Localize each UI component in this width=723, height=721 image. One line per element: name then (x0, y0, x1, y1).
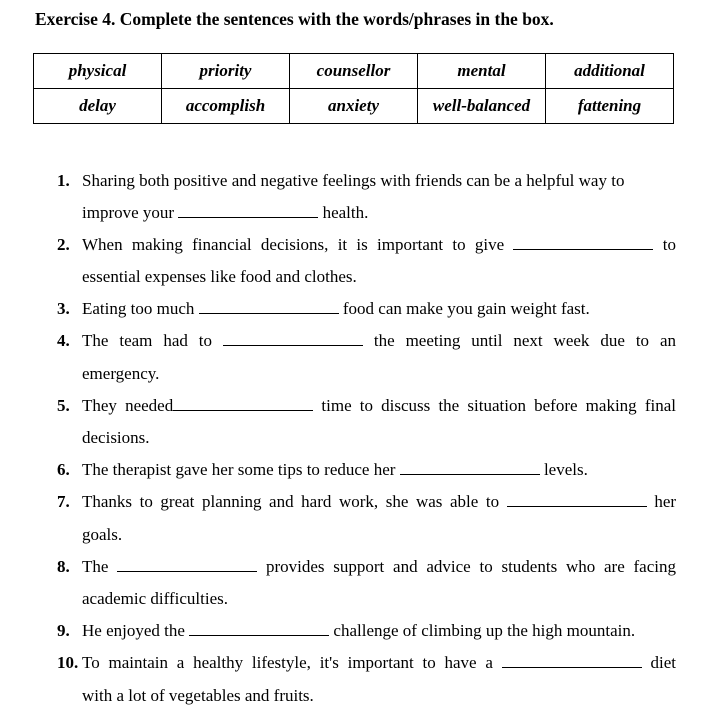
word-cell: fattening (546, 89, 674, 124)
word-cell: anxiety (290, 89, 418, 124)
question-text: academic difficulties. (82, 589, 229, 608)
question-text: Eating too much food can make you gain weight fast. (82, 293, 590, 325)
answer-blank[interactable] (117, 551, 257, 572)
question-text: emergency. (82, 364, 160, 383)
word-cell: physical (34, 54, 162, 89)
word-cell: delay (34, 89, 162, 124)
question-number: 10. (57, 653, 79, 672)
question-text: The team had to the meeting until next week due to an (82, 325, 676, 357)
question-text: Thanks to great planning and hard work, she was able to her (82, 486, 676, 518)
word-cell: well-balanced (418, 89, 546, 124)
question-text: They needed time to discuss the situation before making final (82, 390, 676, 422)
word-box-row (34, 89, 674, 124)
question-text: Sharing both positive and negative feelings with friends can be a helpful way to (82, 171, 625, 190)
question-text: improve your health. (82, 197, 368, 229)
word-box-row (34, 54, 674, 89)
answer-blank[interactable] (400, 454, 540, 475)
question-text: with a lot of vegetables and fruits. (82, 686, 314, 705)
answer-blank[interactable] (513, 229, 653, 250)
word-cell: additional (546, 54, 674, 89)
question-number: 1. (57, 171, 70, 190)
question-text: essential expenses like food and clothes. (82, 267, 357, 286)
question-number: 5. (57, 396, 70, 415)
question-text: goals. (82, 525, 123, 544)
question-number: 4. (57, 331, 70, 350)
question-text: decisions. (82, 428, 150, 447)
exercise-title: Exercise 4. Complete the sentences with the words/phrases in the box. (35, 9, 554, 29)
question-number: 2. (57, 235, 70, 254)
answer-blank[interactable] (173, 390, 313, 411)
question-number: 8. (57, 557, 70, 576)
word-cell: accomplish (162, 89, 290, 124)
word-cell: counsellor (290, 54, 418, 89)
answer-blank[interactable] (199, 293, 339, 314)
word-cell: mental (418, 54, 546, 89)
question-text: The provides support and advice to students who are facing (82, 551, 676, 583)
question-number: 7. (57, 492, 70, 511)
question-text: The therapist gave her some tips to reduce her levels. (82, 454, 588, 486)
question-text: He enjoyed the challenge of climbing up the high mountain. (82, 615, 635, 647)
answer-blank[interactable] (178, 197, 318, 218)
question-text: When making financial decisions, it is important to give to (82, 229, 676, 261)
question-text: To maintain a healthy lifestyle, it's important to have a diet (82, 647, 676, 679)
question-number: 6. (57, 460, 70, 479)
answer-blank[interactable] (507, 486, 647, 507)
answer-blank[interactable] (502, 647, 642, 668)
word-cell: priority (162, 54, 290, 89)
word-box (33, 53, 674, 124)
question-number: 3. (57, 299, 70, 318)
answer-blank[interactable] (223, 325, 363, 346)
question-number: 9. (57, 621, 70, 640)
answer-blank[interactable] (189, 615, 329, 636)
